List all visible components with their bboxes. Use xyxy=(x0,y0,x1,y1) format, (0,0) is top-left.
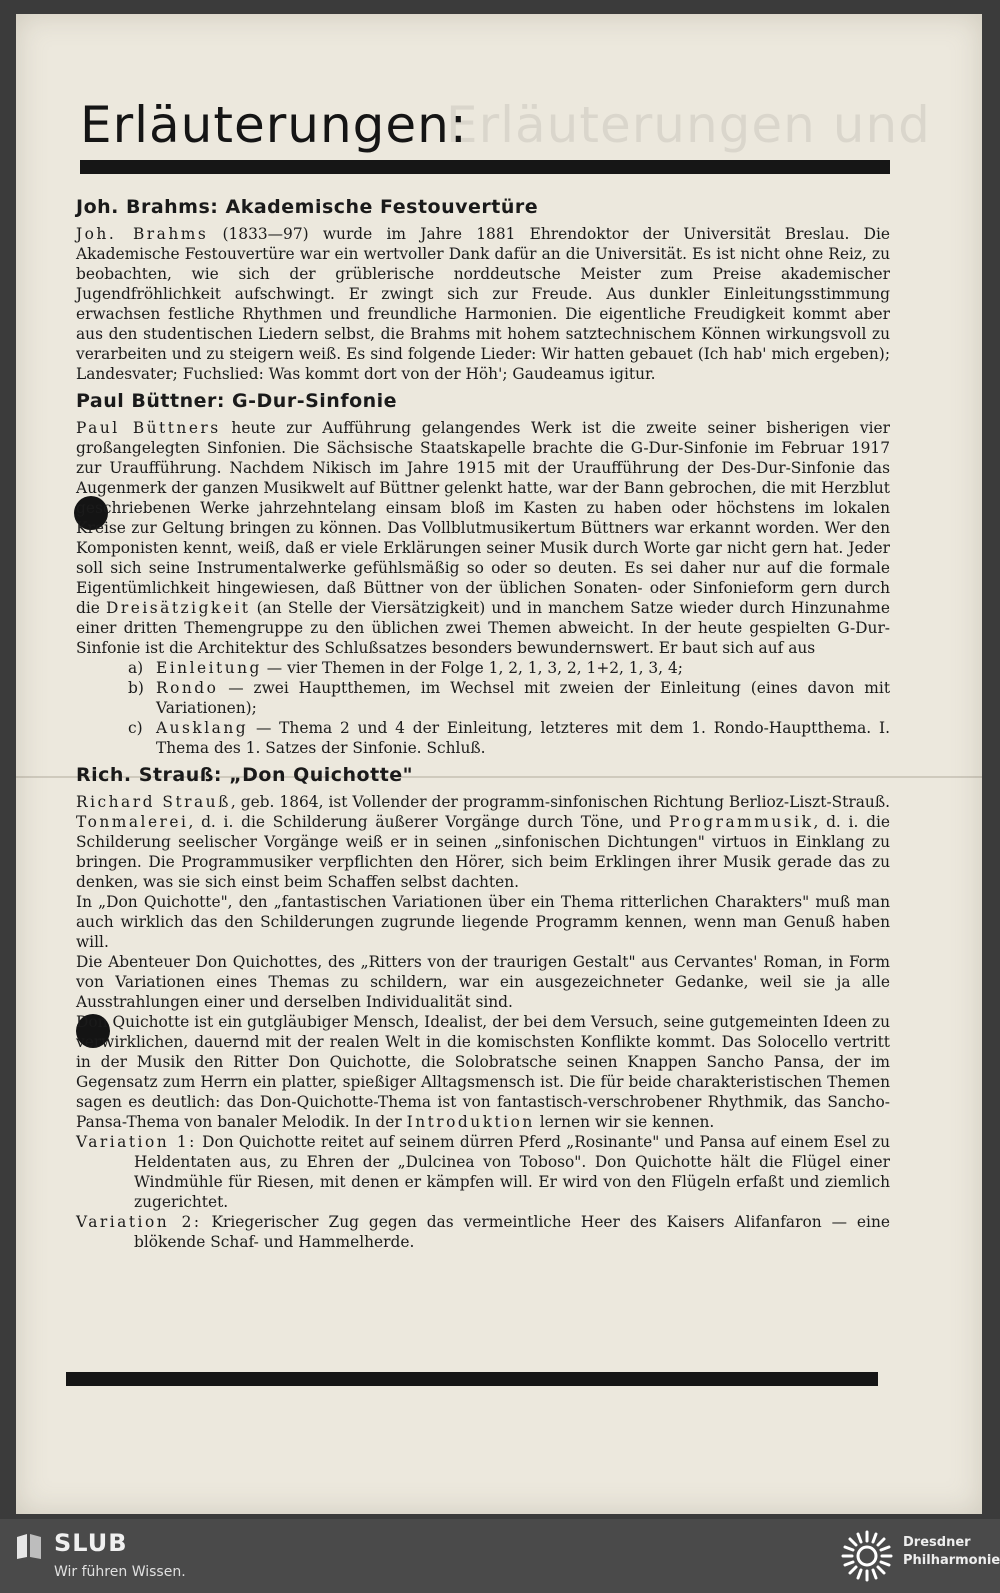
movement-structure-list xyxy=(76,658,890,758)
section-paragraph: Paul Büttners heute zur Aufführung gelangendes Werk ist die zweite seiner bisherigen vier großangelegten Sinfonien. Die Sächsische Staatskapelle brachte die G-Dur-Sinfonie im Februar 1917 zur Uraufführung. Nachdem Nikisch im Jahre 1915 mit der Uraufführung der Des-Dur-Sinfonie das Augenmerk der ganzen Musikwelt auf Büttner gelenkt hatte, war der Bann gebrochen, die mit Herzblut geschriebenen Werke jahrzehntelang einsam bloß im Kasten zu haben oder höchstens im lokalen Kreise zur Geltung bringen zu können. Das Vollblutmusikertum Büttners war erkannt worden. Wer den Komponisten kennt, weiß, daß er viele Erklärungen seiner Musik durch Worte gar nicht gern hat. Jeder soll sich seine Instrumentalwerke gefühlsmäßig so oder so deuten. Es sei daher nur auf die formale Eigentümlichkeit hingewiesen, daß Büttner von der üblichen Sonaten- oder Sinfonieform gern durch die Dreisätzigkeit (an Stelle der Viersätzigkeit) und in manchem Satze wieder durch Hinzunahme einer dritten Themengruppe zu den üblichen zwei Themen abweicht. In der heute gespielten G-Dur-Sinfonie ist die Architektur des Schlußsatzes besonders bewundernswert. Er baut sich auf aus xyxy=(76,419,890,657)
variation-entry: Variation 1: Don Quichotte reitet auf seinem dürren Pferd „Rosinante" und Pansa auf einem Esel zu Heldentaten aus, zu Ehren der „Dulcinea von Toboso". Don Quichotte hält die Flügel einer Windmühle für Riesen, mit denen er kämpfen will. Er wird von den Flügeln erfaßt und ziemlich zugerichtet. xyxy=(76,1133,890,1211)
show-through-text: Erläuterungen und xyxy=(446,96,931,154)
variation-entry: Variation 2: Kriegerischer Zug gegen das vermeintliche Heer des Kaisers Alifanfaron — eine blökende Schaf- und Hammelherde. xyxy=(76,1213,890,1251)
slub-book-icon xyxy=(14,1531,44,1561)
emphasis: Programmusik xyxy=(668,813,814,831)
viewer-footer xyxy=(0,1519,1000,1593)
partner-name: Dresdner Philharmonie xyxy=(903,1535,1000,1568)
list-term: Einleitung xyxy=(156,659,262,677)
composer-name: Joh. Brahms xyxy=(76,225,209,243)
section-brahms xyxy=(76,196,890,384)
section-buettner xyxy=(76,390,890,758)
variation-label: Variation 1: xyxy=(76,1133,197,1151)
list-item: a) Einleitung — vier Themen in der Folge 1, 2, 1, 3, 2, 1+2, 1, 3, 4; xyxy=(128,659,683,677)
emphasis: Tonmalerei xyxy=(76,813,189,831)
list-term: Rondo xyxy=(156,679,219,697)
section-paragraph: Richard Strauß, geb. 1864, ist Vollender der programm-sinfonischen Richtung Berlioz-Liszt-Strauß. Tonmalerei, d. i. die Schilderung äußerer Vorgänge durch Töne, und Programmusik, d. i. die Schilderung seelischer Vorgänge weiß er in seinen „sinfonischen Dichtungen" virtuos in Einklang zu bringen. Die Programmusiker verpflichten den Hörer, sich beim Erklingen ihrer Musik gerade das zu denken, was sie sich einst beim Schaffen selbst dachten. xyxy=(76,793,890,891)
text-column xyxy=(76,190,890,1252)
library-name: SLUB xyxy=(54,1529,128,1557)
composer-name: Richard Strauß xyxy=(76,793,231,811)
section-strauss xyxy=(76,764,890,1252)
page-title: Erläuterungen: xyxy=(80,96,468,154)
emphasis: Introduktion xyxy=(406,1113,535,1131)
list-term: Ausklang xyxy=(156,719,249,737)
top-rule xyxy=(80,160,890,174)
philharmonie-sunburst-icon xyxy=(840,1529,894,1583)
section-paragraph: Joh. Brahms (1833—97) wurde im Jahre 1881 Ehrendoktor der Universität Breslau. Die Akademische Festouvertüre war ein wertvoller Dank dafür an die Universität. Es ist nicht ohne Reiz, zu beobachten, wie sich der grüblerische norddeutsche Meister zum Preise akademischer Jugendfröhlichkeit aufschwingt. Er zwingt sich zur Freude. Aus dunkler Einleitungsstimmung erwachsen festliche Rhythmen und freundliche Harmonien. Die eigentliche Freudigkeit kommt aber aus den studentischen Liedern selbst, die Brahms mit hohem satztechnischem Können wirkungsvoll zu verarbeiten und zu steigern weiß. Es sind folgende Lieder: Wir hatten gebauet (Ich hab' mich ergeben); Landesvater; Fuchslied: Was kommt dort von der Höh'; Gaudeamus igitur. xyxy=(76,225,890,383)
section-heading: Joh. Brahms: Akademische Festouvertüre xyxy=(76,196,539,218)
section-heading: Rich. Strauß: „Don Quichotte" xyxy=(76,764,414,786)
bottom-rule xyxy=(66,1372,878,1386)
section-paragraph: Don Quichotte ist ein gutgläubiger Mensch, Idealist, der bei dem Versuch, seine gutgemeinten Ideen zu verwirklichen, dauernd mit der realen Welt in die komischsten Konflikte kommt. Das Solocello vertritt in der Musik den Ritter Don Quichotte, die Solobratsche seinen Knappen Sancho Pansa, der im Gegensatz zum Herrn ein platter, spießiger Alltagsmensch ist. Die für beide charakteristischen Themen sagen es deutlich: das Don-Quichotte-Thema ist von fantastisch-verschrobener Rhythmik, das Sancho-Pansa-Thema von banaler Melodik. In der Introduktion lernen wir sie kennen. xyxy=(76,1013,890,1131)
list-item: b) Rondo — zwei Hauptthemen, im Wechsel mit zweien der Einleitung (eines davon mit Variationen); xyxy=(128,679,890,717)
section-paragraph: Die Abenteuer Don Quichottes, des „Ritters von der traurigen Gestalt" aus Cervantes' Roman, in Form von Variationen eines Themas zu schildern, war ein ausgezeichneter Gedanke, weil sie ja alle Ausstrahlungen einer und derselben Individualität sind. xyxy=(76,953,890,1011)
list-item: c) Ausklang — Thema 2 und 4 der Einleitung, letzteres mit dem 1. Rondo-Hauptthema. I. Thema des 1. Satzes der Sinfonie. Schluß. xyxy=(128,719,890,757)
emphasis: Dreisätzigkeit xyxy=(106,599,251,617)
composer-name: Paul Büttners xyxy=(76,419,221,437)
section-heading: Paul Büttner: G-Dur-Sinfonie xyxy=(76,390,398,412)
document-page xyxy=(16,14,982,1514)
library-tagline: Wir führen Wissen. xyxy=(54,1564,186,1580)
section-paragraph: In „Don Quichotte", den „fantastischen Variationen über ein Thema ritterlichen Charakters" muß man auch wirklich das den Schilderungen zugrunde liegende Programm kennen, wenn man Genuß haben will. xyxy=(76,893,890,951)
variation-label: Variation 2: xyxy=(76,1213,202,1231)
